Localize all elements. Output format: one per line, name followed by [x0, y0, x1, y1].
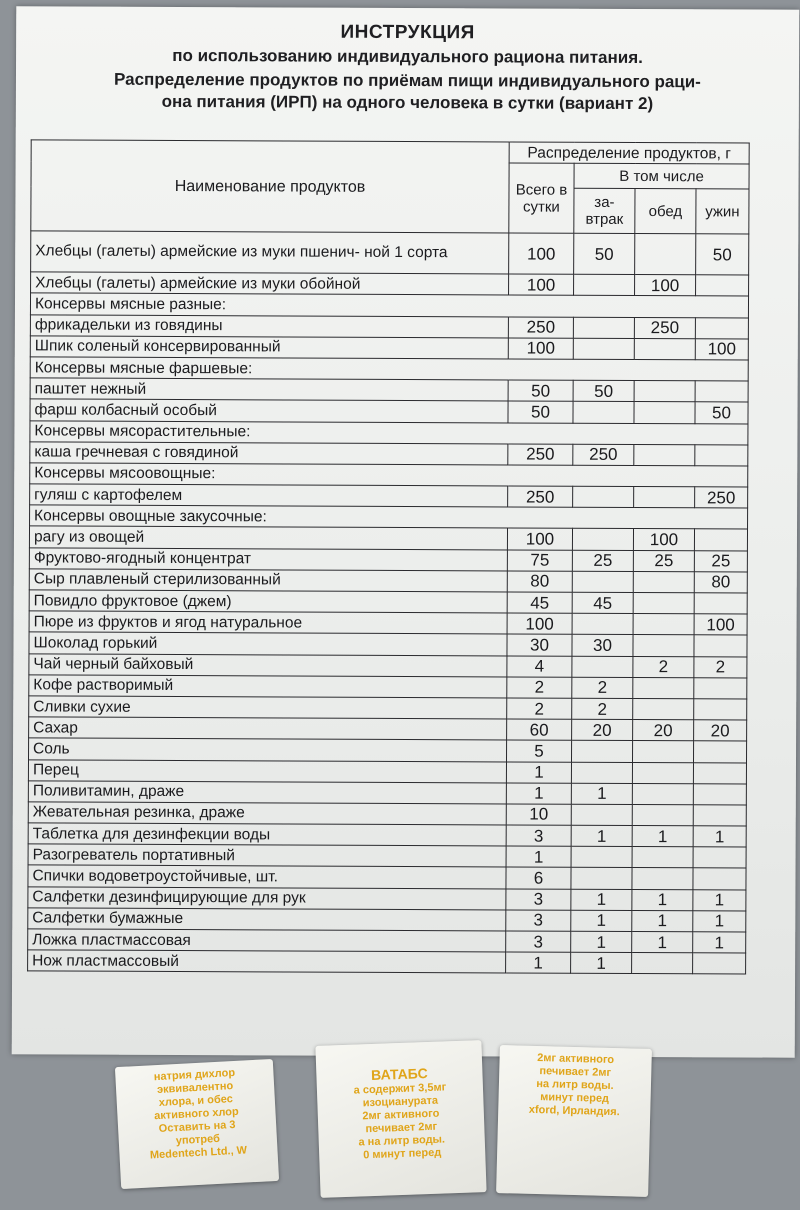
cell-breakfast: 1 [571, 910, 632, 931]
tablet-sachet-2 [315, 1040, 486, 1198]
sachet-text: активного хлор [153, 1105, 239, 1123]
cell-dinner: 1 [693, 932, 746, 953]
sachet-text: Medentech Ltd., W [149, 1144, 248, 1162]
document-header [16, 20, 799, 115]
sachet-text: xford, Ирландия. [528, 1103, 620, 1119]
cell-breakfast [573, 402, 634, 423]
product-name: паштет нежный [30, 378, 508, 401]
sachet-text: хлора, и обес [158, 1093, 234, 1109]
cell-breakfast [572, 571, 633, 592]
cell-breakfast [571, 846, 632, 867]
cell-total: 4 [507, 656, 572, 677]
column-header-lunch: обед [635, 189, 696, 234]
cell-lunch [632, 847, 693, 868]
cell-lunch: 100 [633, 529, 694, 550]
column-header-total-label: Всего в сутки [515, 181, 568, 216]
table-row [29, 632, 747, 656]
cell-total: 5 [506, 740, 571, 761]
cell-lunch [632, 783, 693, 804]
product-name: Шпик соленый консервированный [30, 336, 508, 359]
cell-breakfast: 1 [571, 889, 632, 910]
cell-breakfast: 20 [572, 719, 633, 740]
cell-breakfast: 50 [573, 380, 634, 401]
cell-dinner: 25 [694, 550, 747, 571]
cell-lunch [632, 804, 693, 825]
cell-breakfast: 45 [572, 592, 633, 613]
cell-breakfast [572, 613, 633, 634]
product-name: Таблетка для дезинфекции воды [28, 823, 506, 846]
cell-total: 250 [508, 317, 573, 338]
cell-lunch [632, 953, 693, 974]
group-filler [508, 465, 748, 487]
cell-dinner [693, 805, 746, 826]
heading-line-2: она питания (ИРП) на одного человека в сутки (вариант 2) [161, 91, 654, 114]
cell-total: 50 [508, 380, 573, 401]
cell-total: 3 [506, 825, 571, 846]
cell-breakfast [571, 762, 632, 783]
cell-breakfast: 50 [574, 233, 635, 274]
cell-dinner [693, 762, 746, 783]
cell-lunch [632, 762, 693, 783]
cell-lunch [633, 592, 694, 613]
product-name: рагу из овощей [29, 526, 507, 549]
cell-total: 50 [508, 401, 573, 422]
cell-dinner: 50 [696, 234, 749, 275]
cell-lunch: 1 [632, 826, 693, 847]
cell-total: 3 [506, 889, 571, 910]
product-name: Пюре из фруктов и ягод натуральное [29, 611, 507, 634]
cell-dinner [694, 593, 747, 614]
sachet-text: а на литр воды. [358, 1133, 446, 1149]
cell-total: 100 [507, 613, 572, 634]
cell-total: 2 [507, 677, 572, 698]
cell-total: 250 [508, 444, 573, 465]
cell-dinner: 100 [694, 614, 747, 635]
cell-lunch [632, 741, 693, 762]
product-name: Перец [28, 759, 506, 782]
sachet-text: изоцианурата [362, 1094, 439, 1110]
cell-dinner: 2 [694, 656, 747, 677]
cell-breakfast [572, 529, 633, 550]
product-name: фарш колбасный особый [30, 399, 508, 422]
product-name: Сливки сухие [29, 696, 507, 719]
cell-breakfast: 1 [571, 825, 632, 846]
sachet-text: а содержит 3,5мг [353, 1081, 447, 1097]
cell-breakfast [572, 656, 633, 677]
cell-total: 45 [507, 592, 572, 613]
cell-lunch [634, 381, 695, 402]
cell-dinner [694, 635, 747, 656]
sachet-text: ВАТАБС [370, 1065, 428, 1084]
product-name: Сахар [29, 717, 507, 740]
cell-lunch [634, 444, 695, 465]
cell-lunch: 250 [634, 317, 695, 338]
cell-breakfast [571, 868, 632, 889]
column-header-distribution: Распределение продуктов, г [509, 142, 749, 164]
cell-lunch [635, 234, 696, 275]
cell-total: 10 [506, 804, 571, 825]
table-body [28, 231, 749, 974]
cell-dinner [694, 699, 747, 720]
product-name: Поливитамин, драже [28, 781, 506, 804]
sachet-text: употреб [175, 1132, 221, 1148]
tablet-sachet-3 [496, 1045, 652, 1197]
cell-dinner [695, 444, 748, 465]
document-subtitle: по использованию индивидуального рациона питания. [172, 45, 643, 68]
product-name: Сыр плавленый стерилизованный [29, 569, 507, 592]
group-filler [508, 295, 748, 317]
cell-lunch [634, 338, 695, 359]
cell-dinner [694, 529, 747, 550]
product-name: Нож пластмассовый [28, 950, 506, 973]
cell-total: 1 [506, 846, 571, 867]
cell-dinner [693, 847, 746, 868]
group-filler [508, 507, 748, 529]
cell-dinner: 50 [695, 402, 748, 423]
cell-breakfast: 30 [572, 635, 633, 656]
product-name: Жевательная резинка, драже [28, 802, 506, 825]
cell-dinner [693, 868, 746, 889]
cell-dinner: 80 [694, 572, 747, 593]
sachet-text: 0 минут перед [363, 1146, 442, 1162]
cell-breakfast: 2 [572, 677, 633, 698]
table-row [29, 611, 747, 635]
cell-breakfast [573, 486, 634, 507]
instruction-sheet [12, 6, 800, 1057]
cell-dinner [693, 953, 746, 974]
column-header-including: В том числе [574, 163, 749, 189]
product-name: Чай черный байховый [29, 653, 507, 676]
column-header-total [509, 163, 574, 233]
document-heading [16, 68, 799, 115]
cell-total: 80 [507, 571, 572, 592]
cell-total: 3 [506, 910, 571, 931]
cell-total: 1 [506, 952, 571, 973]
group-label: Консервы мясные разные: [30, 293, 508, 316]
cell-lunch: 1 [632, 931, 693, 952]
group-label: Консервы овощные закусочные: [30, 505, 508, 528]
cell-dinner: 250 [695, 487, 748, 508]
group-label: Консервы мясные фаршевые: [30, 357, 508, 380]
product-name: Хлебцы (галеты) армейские из муки обойной [31, 272, 509, 295]
cell-lunch: 2 [633, 656, 694, 677]
cell-dinner [694, 678, 747, 699]
cell-lunch: 25 [633, 550, 694, 571]
cell-breakfast [573, 317, 634, 338]
table-row [29, 590, 747, 614]
product-name: каша гречневая с говядиной [30, 442, 508, 465]
cell-dinner: 100 [695, 339, 748, 360]
group-label: Консервы мясоовощные: [30, 463, 508, 486]
document-title: ИНСТРУКЦИЯ [340, 21, 475, 44]
product-name: гуляш с картофелем [30, 484, 508, 507]
product-name: Повидло фруктовое (джем) [29, 590, 507, 613]
cell-breakfast: 1 [571, 952, 632, 973]
table-row [31, 231, 749, 275]
sachet-text: печивает 2мг [365, 1120, 438, 1136]
cell-lunch [633, 571, 694, 592]
tablet-sachet-1 [115, 1059, 279, 1189]
product-name: фрикадельки из говядины [30, 314, 508, 337]
sachet-text: 2мг активного [362, 1107, 440, 1123]
cell-total: 100 [508, 338, 573, 359]
cell-total: 1 [506, 761, 571, 782]
cell-lunch [634, 487, 695, 508]
cell-total: 6 [506, 867, 571, 888]
cell-lunch [633, 698, 694, 719]
product-name: Разогреватель портативный [28, 844, 506, 867]
column-header-breakfast: за-втрак [574, 188, 635, 233]
cell-lunch: 1 [632, 910, 693, 931]
cell-total: 100 [507, 528, 572, 549]
cell-dinner: 1 [693, 826, 746, 847]
group-filler [508, 359, 748, 381]
cell-dinner [695, 317, 748, 338]
sachet-text: печивает 2мг [539, 1065, 612, 1079]
cell-total: 30 [507, 634, 572, 655]
cell-total: 2 [507, 698, 572, 719]
cell-dinner: 1 [693, 889, 746, 910]
group-filler [508, 422, 748, 444]
sachet-text: на литр воды. [536, 1078, 614, 1093]
cell-breakfast [573, 338, 634, 359]
product-name: Фруктово-ягодный концентрат [29, 547, 507, 570]
cell-dinner: 1 [693, 911, 746, 932]
cell-total: 250 [508, 486, 573, 507]
sachet-text: Оставить на 3 [158, 1118, 236, 1135]
cell-lunch: 20 [633, 720, 694, 741]
product-name: Спички водоветроустойчивые, шт. [28, 865, 506, 888]
cell-breakfast [571, 741, 632, 762]
sachet-text: минут перед [540, 1091, 610, 1105]
table-row [28, 950, 746, 974]
cell-breakfast: 1 [571, 783, 632, 804]
heading-line-1: Распределение продуктов по приёмам пищи индивидуального раци- [114, 69, 701, 92]
cell-total: 60 [507, 719, 572, 740]
ration-distribution-table [27, 139, 750, 975]
product-name: Кофе растворимый [29, 675, 507, 698]
cell-breakfast: 25 [572, 550, 633, 571]
cell-lunch: 100 [635, 275, 696, 296]
product-name: Хлебцы (галеты) армейские из муки пшенич- ной 1 сорта [31, 231, 509, 274]
cell-total: 100 [509, 233, 574, 274]
cell-total: 75 [507, 550, 572, 571]
product-name: Шоколад горький [29, 632, 507, 655]
cell-breakfast [571, 804, 632, 825]
product-name: Соль [29, 738, 507, 761]
cell-breakfast [574, 274, 635, 295]
sachet-text: 2мг активного [536, 1052, 615, 1067]
cell-dinner [695, 381, 748, 402]
cell-lunch [632, 868, 693, 889]
cell-lunch [634, 402, 695, 423]
sachet-text: эквивалентно [156, 1080, 234, 1097]
column-header-dinner: ужин [696, 189, 749, 234]
cell-lunch: 1 [632, 889, 693, 910]
cell-total: 100 [509, 274, 574, 295]
cell-lunch [633, 614, 694, 635]
sachet-text: натрия дихлор [153, 1066, 236, 1084]
cell-lunch [633, 677, 694, 698]
cell-dinner: 20 [694, 720, 747, 741]
cell-total: 3 [506, 931, 571, 952]
cell-breakfast: 250 [573, 444, 634, 465]
product-name: Ложка пластмассовая [28, 929, 506, 952]
cell-dinner [693, 741, 746, 762]
cell-breakfast: 2 [572, 698, 633, 719]
cell-total: 1 [506, 783, 571, 804]
product-name: Салфетки дезинфицирующие для рук [28, 886, 506, 909]
column-header-name: Наименование продуктов [31, 140, 509, 233]
cell-dinner [696, 275, 749, 296]
cell-dinner [693, 783, 746, 804]
cell-breakfast: 1 [571, 931, 632, 952]
group-label: Консервы мясорастительные: [30, 420, 508, 443]
product-name: Салфетки бумажные [28, 908, 506, 931]
cell-lunch [633, 635, 694, 656]
